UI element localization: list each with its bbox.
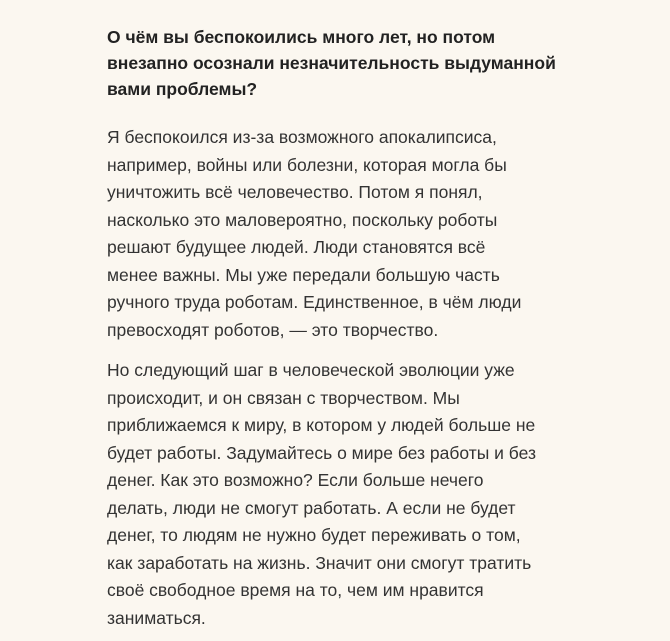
text-line: делать, люди не смогут работать. А если не будет [107, 497, 516, 518]
text-line: будет работы. Задумайтесь о мире без работы и без [107, 442, 537, 463]
text-line: как заработать на жизнь. Значит они смогут тратить [107, 552, 532, 573]
text-line: своё свободное время на то, чем им нравится [107, 580, 484, 600]
text-line: решают будущее людей. Люди становятся всё [107, 237, 486, 257]
answer-paragraph-1 [107, 124, 567, 344]
text-line: денег. Как это возможно? Если больше нечего [107, 470, 484, 490]
text-line: уничтожить всё человечество. Потом я понял, [107, 182, 483, 202]
question-line: вами проблемы? [107, 79, 258, 99]
question-line: О чём вы беспокоились много лет, но потом [107, 27, 496, 47]
article [107, 0, 567, 632]
text-line: насколько это маловероятно, поскольку роботы [107, 209, 498, 230]
answer-paragraph-2 [107, 357, 567, 632]
question-heading [107, 24, 567, 102]
text-line: Я беспокоился из-за возможного апокалипсиса, [107, 127, 497, 147]
text-line: приближаемся к миру, в котором у людей больше не [107, 415, 536, 435]
text-line: Но следующий шаг в человеческой эволюции уже [107, 360, 515, 380]
text-line: менее важны. Мы уже передали большую часть [107, 264, 500, 285]
text-line: ручного труда роботам. Единственное, в чём люди [107, 292, 522, 312]
text-line: превосходят роботов, — это творчество. [107, 319, 439, 340]
question-line: внезапно осознали незначительность выдуманной [107, 53, 556, 73]
text-line: например, войны или болезни, которая могла бы [107, 154, 507, 175]
text-line: денег, то людям не нужно будет переживать о том, [107, 525, 521, 545]
text-line: заниматься. [107, 607, 206, 628]
text-line: происходит, и он связан с творчеством. Мы [107, 387, 460, 408]
